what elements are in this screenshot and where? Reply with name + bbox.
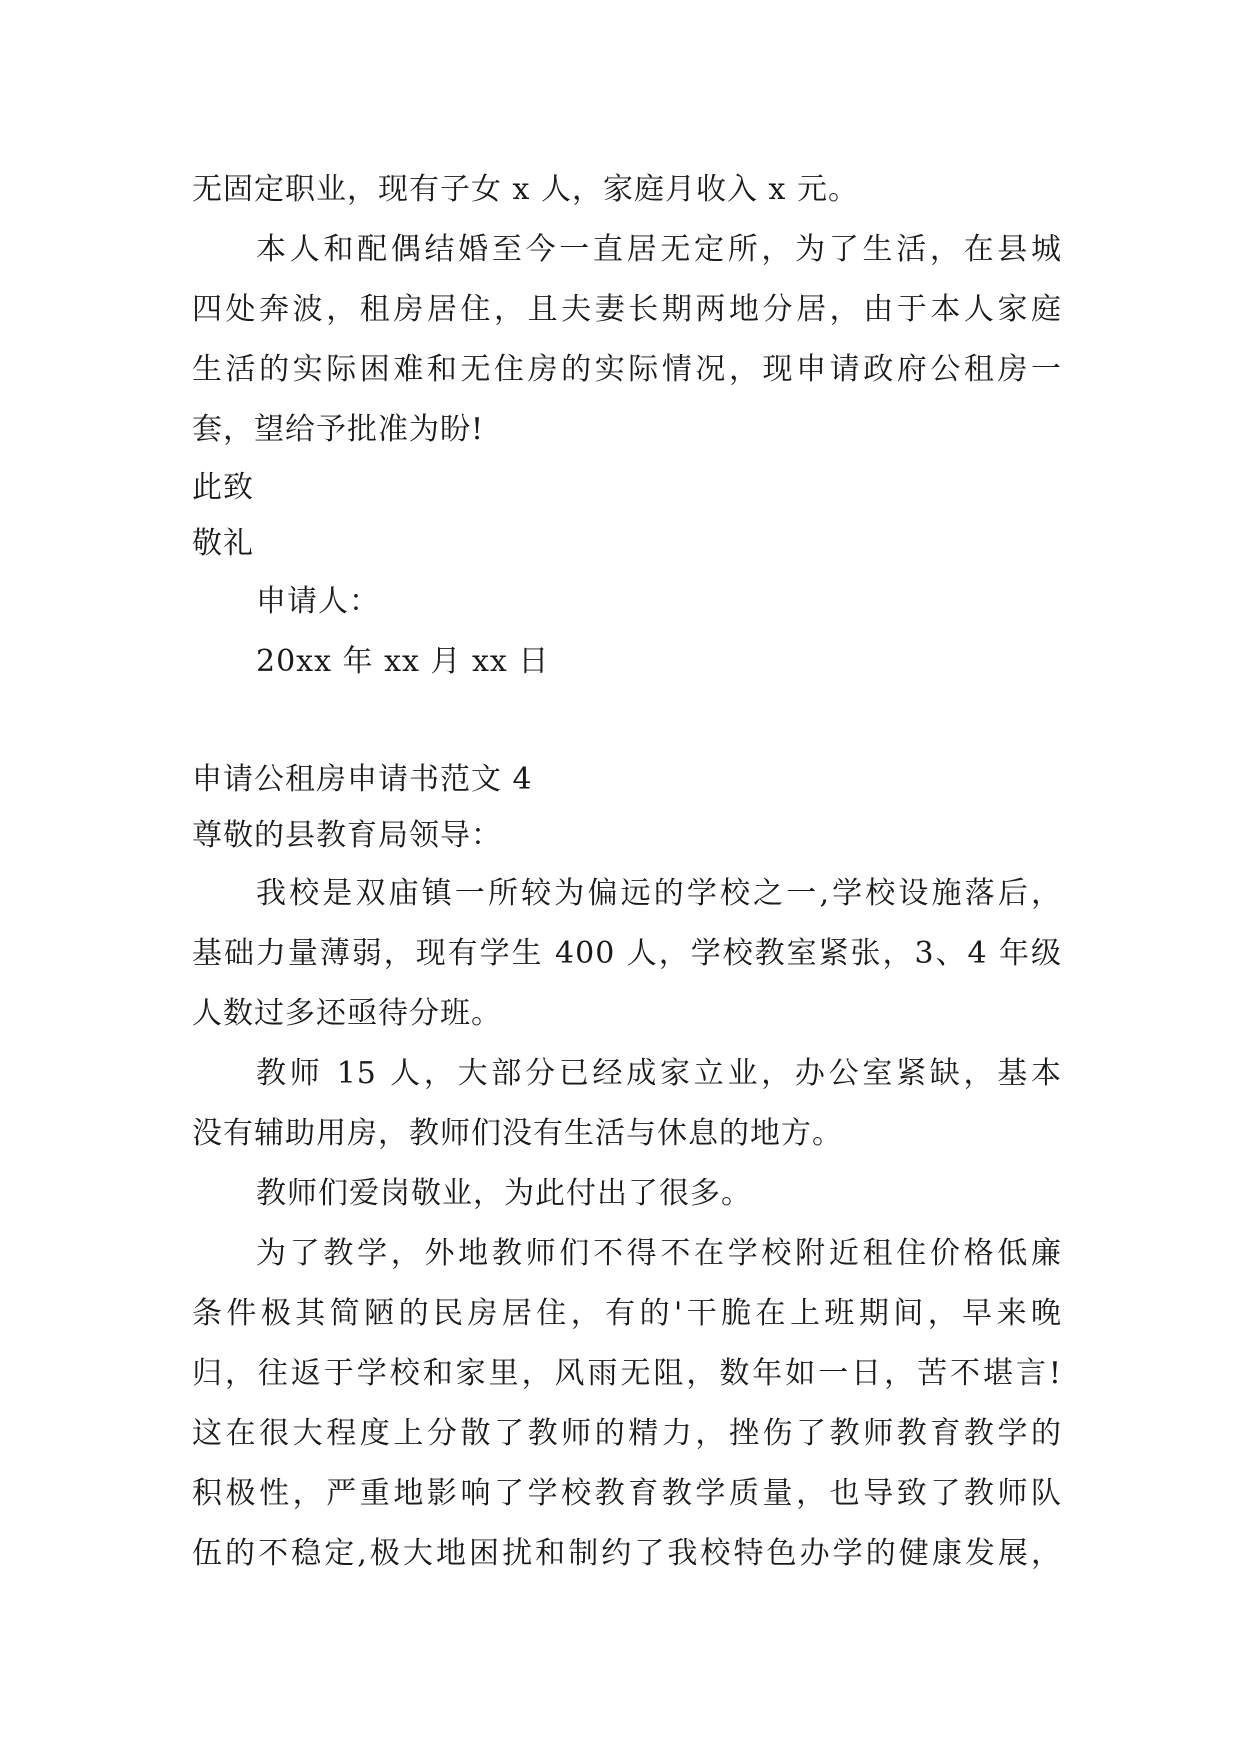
text-line: 伍的不稳定,极大地困扰和制约了我校特色办学的健康发展， xyxy=(192,1536,1062,1571)
document-body xyxy=(192,160,1062,1584)
date-line: 20xx 年 xx 月 xx 日 xyxy=(256,644,550,679)
section-title: 申请公租房申请书范文 4 xyxy=(192,762,533,797)
text-line: 教师们爱岗敬业，为此付出了很多。 xyxy=(256,1176,752,1211)
spacer xyxy=(192,692,1062,752)
text-line: 条件极其简陋的民房居住，有的'干脆在上班期间，早来晚 xyxy=(192,1296,1062,1331)
salutation: 尊敬的县教育局领导： xyxy=(192,818,502,853)
text-line: 为了教学，外地教师们不得不在学校附近租住价格低廉 xyxy=(256,1236,1062,1271)
text-line: 生活的实际困难和无住房的实际情况，现申请政府公租房一 xyxy=(192,352,1062,387)
text-line: 套，望给予批准为盼! xyxy=(192,412,485,447)
text-line: 基础力量薄弱，现有学生 400 人，学校教室紧张，3、4 年级 xyxy=(192,936,1062,971)
text-line: 没有辅助用房，教师们没有生活与休息的地方。 xyxy=(192,1116,843,1151)
text-line: 无固定职业，现有子女 x 人，家庭月收入 x 元。 xyxy=(192,172,859,207)
closing-jing-li: 敬礼 xyxy=(192,526,254,561)
text-line: 人数过多还亟待分班。 xyxy=(192,996,502,1031)
text-line: 我校是双庙镇一所较为偏远的学校之一,学校设施落后， xyxy=(256,876,1062,911)
closing-ci-zhi: 此致 xyxy=(192,470,254,505)
text-line: 归，往返于学校和家里，风雨无阻，数年如一日，苦不堪言! xyxy=(192,1356,1062,1391)
text-line: 四处奔波，租房居住，且夫妻长期两地分居，由于本人家庭 xyxy=(192,292,1062,327)
text-line: 教师 15 人，大部分已经成家立业，办公室紧缺，基本 xyxy=(256,1056,1062,1091)
applicant-label: 申请人： xyxy=(256,584,380,619)
text-line: 积极性，严重地影响了学校教育教学质量，也导致了教师队 xyxy=(192,1476,1062,1511)
text-line: 这在很大程度上分散了教师的精力，挫伤了教师教育教学的 xyxy=(192,1416,1062,1451)
text-line: 本人和配偶结婚至今一直居无定所，为了生活，在县城 xyxy=(256,232,1062,267)
